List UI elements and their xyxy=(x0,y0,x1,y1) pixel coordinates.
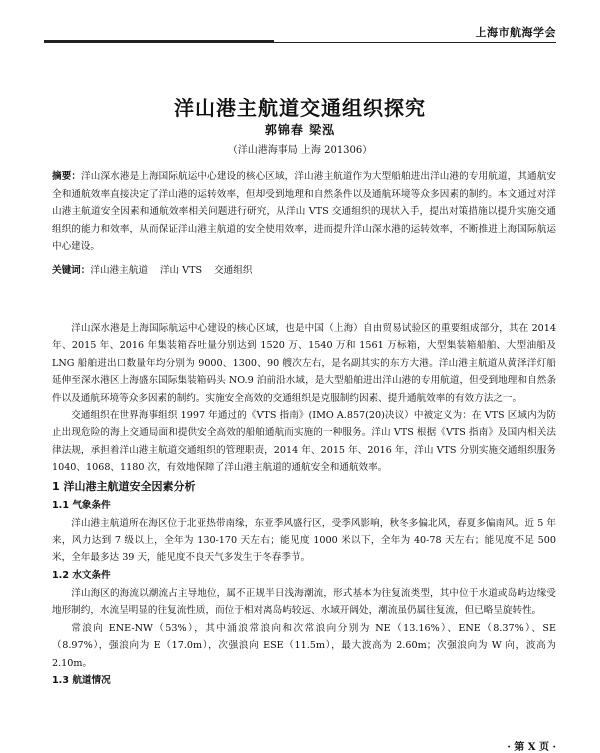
body-paragraph: 洋山深水港是上海国际航运中心建设的核心区域，也是中国（上海）自由贸易试验区的重要组成部分，其在 2014 年、2015 年、2016 年集装箱吞吐量分别达到 1520 万、1540 万和 1561 万标箱，大型集装箱船舶、大型油船及 LNG 船舶进出口数量年均分别为 9000、1300、90 艘次左右，是名副其实的东方大港。洋山港主航道从黄泽洋灯船延伸至深水港区上海盛东国际集装箱码头 NO.9 泊前沿水域，是大型船舶进出洋山港的专用航道，但受到地理和自然条件以及通航环境等众多因素的制约。实施安全高效的交通组织是克服制约因素、提升通航效率的有效方法之一。 xyxy=(52,323,556,404)
article-affiliation: （洋山港海事局 上海 201306） xyxy=(227,145,373,156)
keywords-label: 关键词： xyxy=(52,265,91,276)
header-rule xyxy=(44,40,274,43)
page-header xyxy=(44,24,556,43)
journal-name: 上海市航海学会 xyxy=(475,26,556,39)
keyword: 交通组织 xyxy=(214,265,253,276)
abstract-text: 洋山深水港是上海国际航运中心建设的核心区域，洋山港主航道作为大型船舶进出洋山港的专用航道，其通航安全和通航效率直接决定了洋山港的运转效率，但却受到地理和自然条件以及通航环境等众多因素的制约。本文通过对洋山港主航道安全因素和通航效率相关问题进行研究，从洋山 VTS 交通组织的现状入手，提出对策措施以提升实施交通组织的能力和效率，从而保证洋山港主航道的安全使用效率，进而提升洋山深水港的运转效率，不断推进上海国际航运中心建设。 xyxy=(52,171,557,253)
section-heading: 1 洋山港主航道安全因素分析 xyxy=(52,479,196,493)
body-paragraph: 常浪向 ENE-NW（53%），其中涌浪常浪向和次常浪向分别为 NE（13.16%）、ENE（8.37%）、SE（8.97%），强浪向为 E（17.0m），次强浪向 ESE（11.5m），最大波高为 2.60m；次强浪向为 W 向，波高为 2.10m。 xyxy=(52,622,556,669)
article-authors: 郭锦春 梁泓 xyxy=(264,123,336,137)
subsection-heading: 1.2 水文条件 xyxy=(52,569,111,581)
keyword: 洋山 VTS xyxy=(159,265,203,276)
subsection-heading: 1.3 航道情况 xyxy=(52,674,111,686)
body-paragraph: 洋山港主航道所在海区位于北亚热带南缘，东亚季风盛行区，受季风影响，秋冬多偏北风，春夏多偏南风。近 5 年来，风力达到 7 级以上，全年为 130-170 天左右；能见度 1000 米以下，全年为 40-78 天左右；能见度不足 500 米，全年最多达 39 天，能见度不良天气多发生于冬春季节。 xyxy=(52,517,556,564)
abstract xyxy=(52,168,556,256)
body-paragraph: 洋山海区的海流以潮流占主导地位，属不正规半日浅海潮流，形式基本为往复流类型，其中位于水道或岛屿边缘受地形制约，水流呈明显的往复流性质，而位于相对离岛屿较远、水域开阔处，潮流虽仍属往复流，但已略呈旋转性。 xyxy=(52,587,556,617)
article-title: 洋山港主航道交通组织探究 xyxy=(174,96,426,120)
article-body xyxy=(52,320,556,690)
body-paragraph: 交通组织在世界海事组织 1997 年通过的《VTS 指南》(IMO A.857(20)决议）中被定义为：在 VTS 区域内为防止出现危险的海上交通局面和提供安全高效的船舶通航而实施的一种服务。洋山 VTS 根据《VTS 指南》及国内相关法律法规，承担着洋山港主航道交通组织的管理职责，2014 年、2015 年、2016 年，洋山 VTS 分别实施交通组织服务 1040、1068、1180 次，有效地保障了洋山港主航道的通航安全和通航效率。 xyxy=(52,410,556,474)
keyword: 洋山港主航道 xyxy=(90,265,148,276)
page-number: · 第 X 页 · xyxy=(507,742,556,753)
subsection-heading: 1.1 气象条件 xyxy=(52,499,111,511)
keywords xyxy=(52,262,556,279)
abstract-label: 摘要： xyxy=(52,171,82,182)
